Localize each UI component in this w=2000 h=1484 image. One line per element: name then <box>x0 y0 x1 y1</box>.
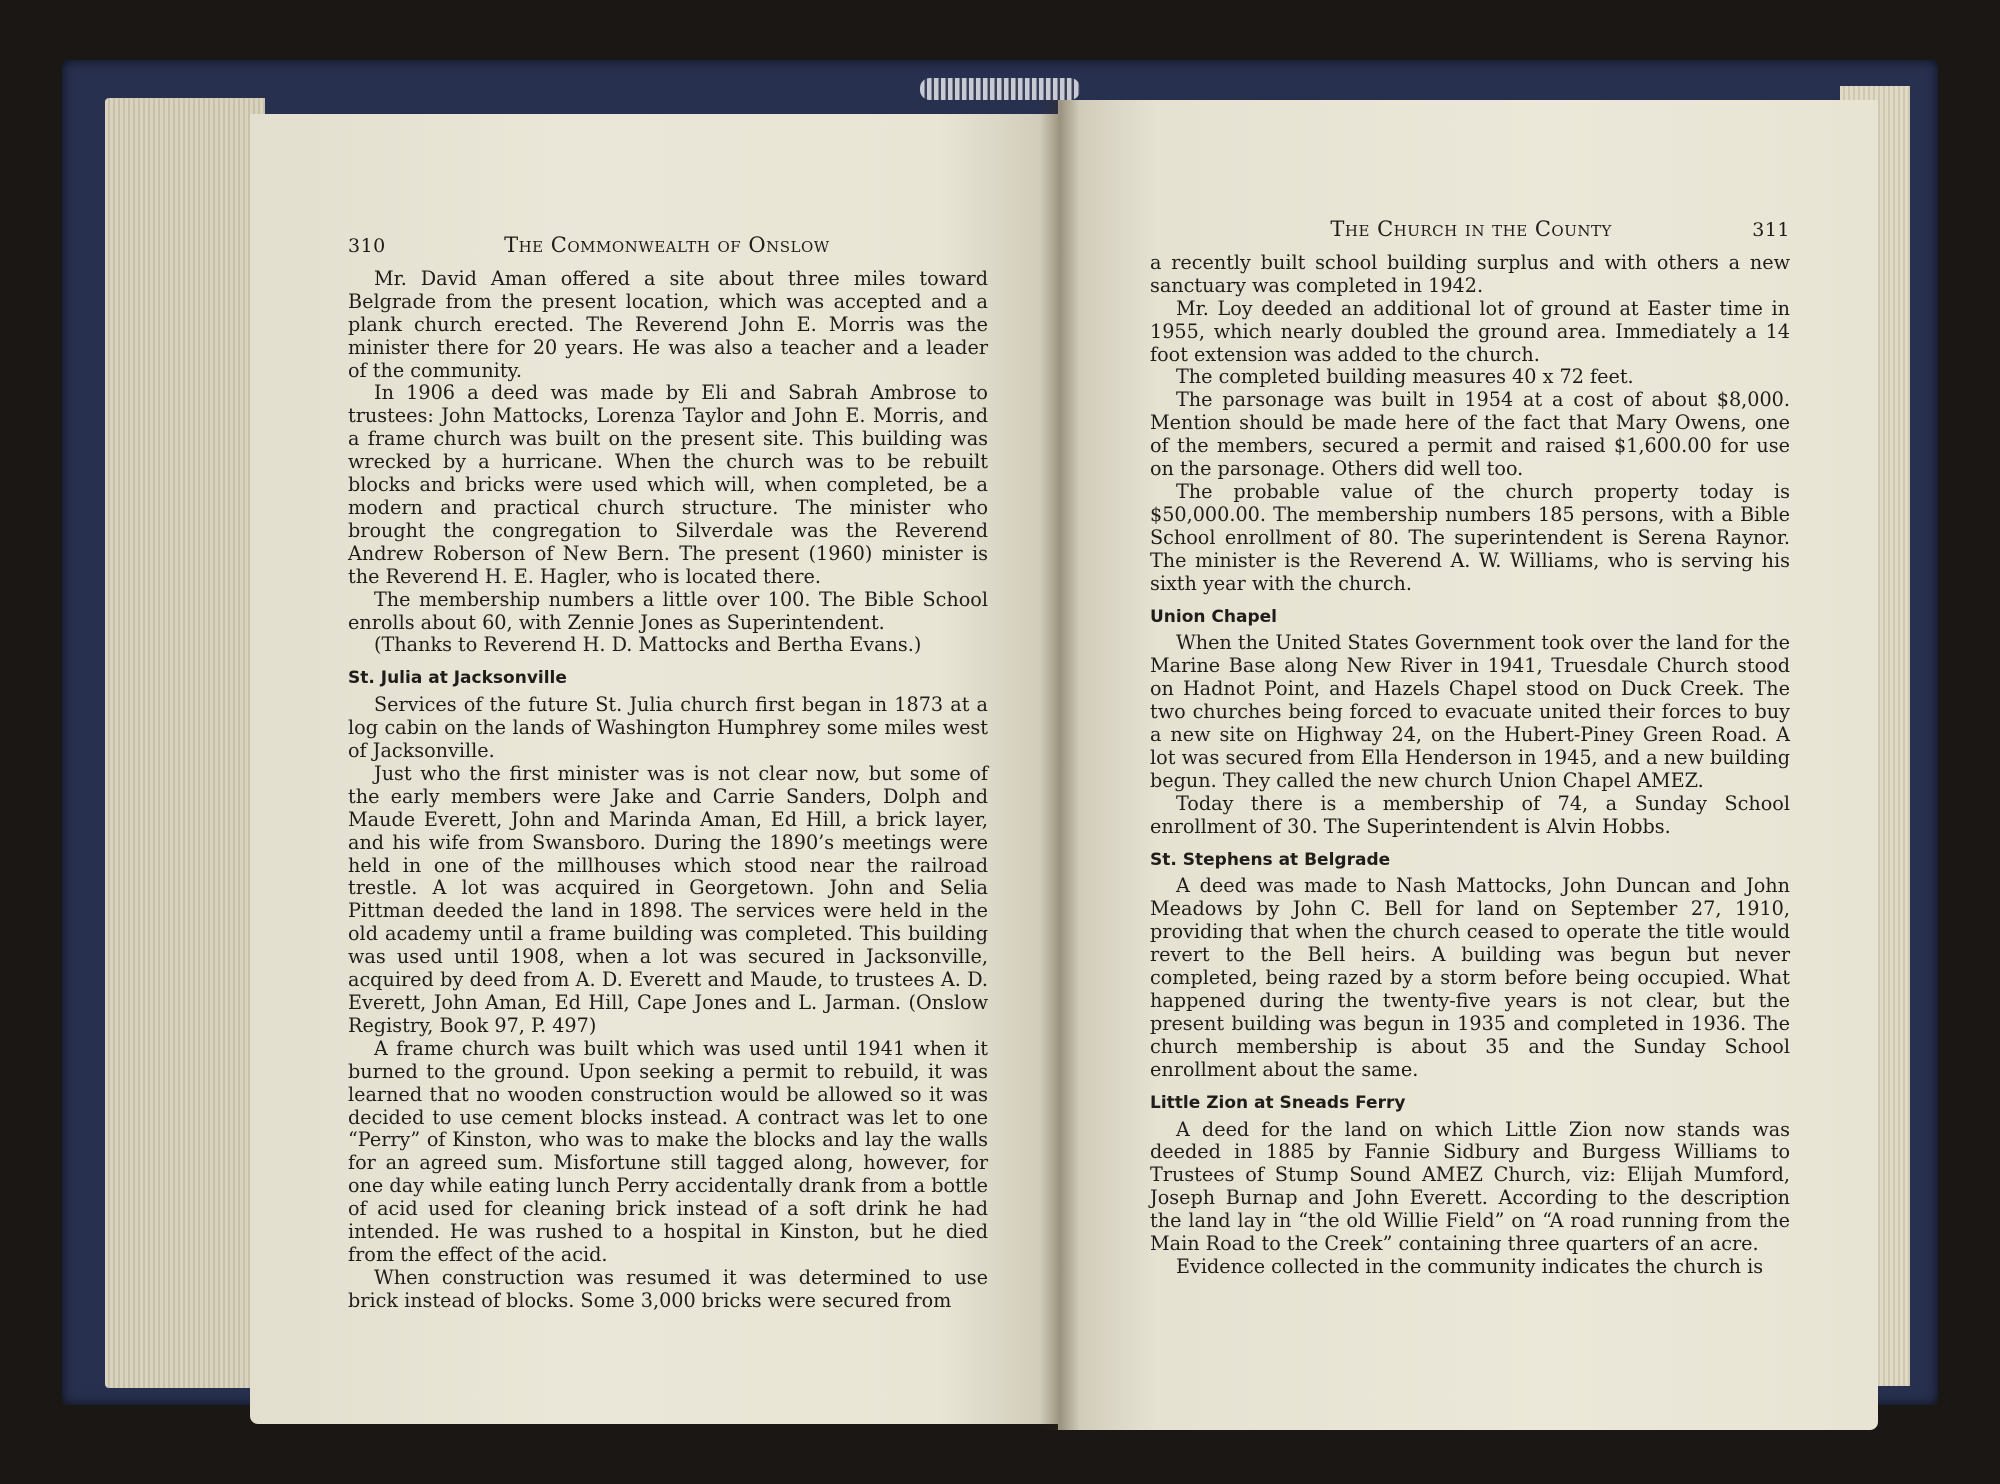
section-heading: St. Julia at Jacksonville <box>348 668 567 689</box>
paragraph: The parsonage was built in 1954 at a cost of about $8,000. Mention should be made here of the fact that Mary Owens, one of the members, secured a permit and raised $1,600.00 for use on the parsonage. Others did well too. <box>1150 388 1790 481</box>
right-running-head <box>1150 218 1790 242</box>
right-page <box>1058 100 1878 1430</box>
paragraph: a recently built school building surplus and with others a new sanctuary was completed in 1942. <box>1150 250 1790 297</box>
section-heading: Union Chapel <box>1150 606 1278 627</box>
paragraph: The membership numbers a little over 100. The Bible School enrolls about 60, with Zennie Jones as Superintendent. <box>348 587 988 634</box>
paragraph: A frame church was built which was used until 1941 when it burned to the ground. Upon seeking a permit to rebuild, it was learned that no wooden construction would be allowed so it was decided to use cement blocks instead. A contract was let to one “Perry” of Kinston, who was to make the blocks and lay the walls for an agreed sum. Misfortune still tagged along, however, for one day while eating lunch Perry accidentally drank from a bottle of acid used for cleaning brick instead of a soft drink he had intended. He was rushed to a hospital in Kinston, but he died from the effect of the acid. <box>348 1036 988 1266</box>
right-page-body <box>1150 252 1790 1279</box>
paragraph: When the United States Government took over the land for the Marine Base along New River in 1941, Truesdale Church stood on Hadnot Point, and Hazels Chapel stood on Duck Creek. The two churches being forced to evacuate united their forces to buy a new site on Highway 24, on the Hubert-Piney Green Road. A lot was secured from Ella Henderson in 1945, and a new building begun. They called the new church Union Chapel AMEZ. <box>1150 631 1790 792</box>
paragraph: Services of the future St. Julia church first began in 1873 at a log cabin on the lands of Washington Humphrey some miles west of Jacksonville. <box>348 693 988 763</box>
right-page-number: 311 <box>1752 219 1790 241</box>
paragraph: In 1906 a deed was made by Eli and Sabrah Ambrose to trustees: John Mattocks, Lorenza Taylor and John E. Morris, and a frame church was built on the present site. This building was wrecked by a hurricane. When the church was to be rebuilt blocks and bricks were used which will, when completed, be a modern and practical church structure. The minister who brought the congregation to Silverdale was the Reverend Andrew Roberson of New Bern. The present (1960) minister is the Reverend H. E. Hagler, who is located there. <box>348 381 988 588</box>
paragraph: Evidence collected in the community indicates the church is <box>1176 1254 1764 1278</box>
paragraph: Mr. Loy deeded an additional lot of ground at Easter time in 1955, which nearly doubled the ground area. Immediately a 14 foot extension was added to the church. <box>1150 296 1790 366</box>
paragraph: Today there is a membership of 74, a Sunday School enrollment of 30. The Superintendent is Alvin Hobbs. <box>1150 791 1790 838</box>
paragraph: (Thanks to Reverend H. D. Mattocks and Bertha Evans.) <box>374 633 922 657</box>
left-running-head <box>348 234 988 258</box>
right-running-title: The Church in the County <box>1330 217 1612 241</box>
left-running-title: The Commonwealth of Onslow <box>504 233 830 257</box>
page-edges-left <box>105 98 265 1388</box>
paragraph: When construction was resumed it was determined to use brick instead of blocks. Some 3,000 bricks were secured from <box>348 1265 988 1312</box>
left-page-number: 310 <box>348 235 386 257</box>
paragraph: The probable value of the church property today is $50,000.00. The membership numbers 185 persons, with a Bible School enrollment of 80. The superintendent is Serena Raynor. The minister is the Reverend A. W. Williams, who is serving his sixth year with the church. <box>1150 479 1790 595</box>
section-heading: Little Zion at Sneads Ferry <box>1150 1092 1406 1113</box>
left-page-text <box>348 234 988 1313</box>
paragraph: A deed was made to Nash Mattocks, John Duncan and John Meadows by John C. Bell for land on September 27, 1910, providing that when the church ceased to operate the title would revert to the Bell heirs. A building was begun but never completed, being razed by a storm before being occupied. What happened during the twenty-five years is not clear, but the present building was begun in 1935 and completed in 1936. The church membership is about 35 and the Sunday School enrollment about the same. <box>1150 874 1790 1081</box>
paragraph: A deed for the land on which Little Zion now stands was deeded in 1885 by Fannie Sidbury and Burgess Williams to Trustees of Stump Sound AMEZ Church, viz: Elijah Mumford, Joseph Burnap and John Everett. According to the description the land lay in “the old Willie Field” on “A road running from the Main Road to the Creek” containing three quarters of an acre. <box>1150 1117 1790 1256</box>
book-gutter <box>1040 100 1080 1430</box>
left-page-body <box>348 268 988 1313</box>
paragraph: The completed building measures 40 x 72 feet. <box>1176 365 1634 389</box>
paragraph: Just who the first minister was is not clear now, but some of the early members were Jake and Carrie Sanders, Dolph and Maude Everett, John and Marinda Aman, Ed Hill, a brick layer, and his wife from Swansboro. During the 1890’s meetings were held in one of the millhouses which stood near the railroad trestle. A lot was acquired in Georgetown. John and Selia Pittman deeded the land in 1898. The services were held in the old academy until a frame building was completed. This building was used until 1908, when a lot was secured in Jacksonville, acquired by deed from A. D. Everett and Maude, to trustees A. D. Everett, John Aman, Ed Hill, Cape Jones and L. Jarman. (Onslow Registry, Book 97, P. 497) <box>348 761 988 1037</box>
left-page <box>250 114 1060 1424</box>
paragraph: Mr. David Aman offered a site about three miles toward Belgrade from the present location, which was accepted and a plank church erected. The Reverend John E. Morris was the minister there for 20 years. He was also a teacher and a leader of the community. <box>348 266 988 382</box>
right-page-text <box>1150 218 1790 1279</box>
section-heading: St. Stephens at Belgrade <box>1150 849 1391 870</box>
binding-stitching <box>920 78 1080 100</box>
